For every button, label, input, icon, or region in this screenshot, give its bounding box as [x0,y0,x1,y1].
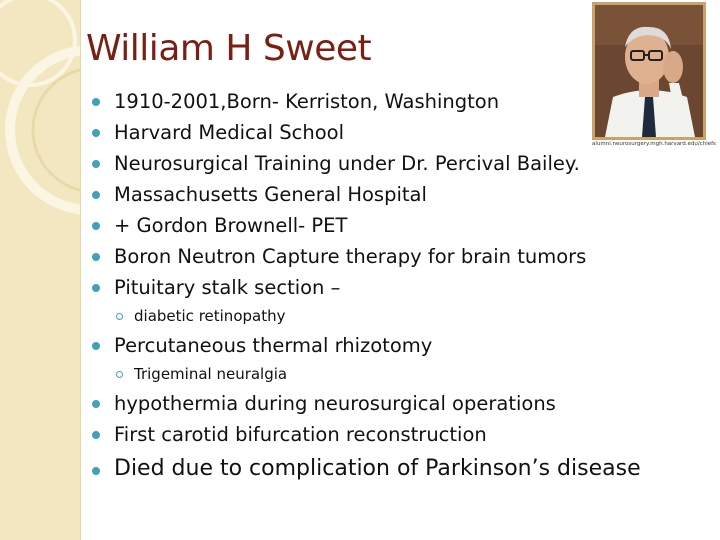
bullet-dot-icon [92,191,100,199]
sub-bullet-item [92,303,692,330]
bullet-dot-icon [92,400,100,408]
bullet-item [92,210,692,241]
bullet-item [92,241,692,272]
bullet-dot-icon [92,160,100,168]
bullet-dot-icon [92,129,100,137]
slide-title: William H Sweet [86,28,372,69]
bullet-list [92,86,692,483]
bullet-item [92,148,692,179]
bullet-text: Percutaneous thermal rhizotomy [114,334,433,357]
bullet-dot-icon [92,284,100,292]
bullet-text: Died due to complication of Parkinson’s disease [114,456,641,481]
bullet-text: First carotid bifurcation reconstruction [114,423,487,446]
bullet-item [92,454,654,483]
decorative-left-strip [0,0,81,540]
bullet-item [92,388,692,419]
photo-credit: alumni.neurosurgery.mgh.harvard.edu/chiefs [592,141,716,147]
bullet-item [92,86,692,117]
bullet-text: Massachusetts General Hospital [114,183,427,206]
sub-bullet-text: Trigeminal neuralgia [134,365,288,383]
bullet-item [92,117,692,148]
decorative-rings [0,0,80,540]
bullet-text: Boron Neutron Capture therapy for brain tumors [114,245,587,268]
bullet-item [92,419,692,450]
bullet-dot-icon [92,431,100,439]
bullet-text: Harvard Medical School [114,121,345,144]
bullet-text: hypothermia during neurosurgical operations [114,392,556,415]
sub-bullet-text: diabetic retinopathy [134,307,286,325]
bullet-dot-icon [92,222,100,230]
sub-bullet-ring-icon [116,313,123,320]
bullet-dot-icon [92,342,100,350]
bullet-text: 1910-2001,Born- Kerriston, Washington [114,90,500,113]
bullet-dot-icon [92,467,100,475]
bullet-dot-icon [92,253,100,261]
bullet-item [92,330,692,361]
bullet-dot-icon [92,98,100,106]
bullet-item [92,272,692,303]
bullet-text: Pituitary stalk section – [114,276,341,299]
bullet-text: + Gordon Brownell- PET [114,214,348,237]
sub-bullet-item [92,361,692,388]
bullet-item [92,179,692,210]
bullet-text: Neurosurgical Training under Dr. Percival Bailey. [114,152,580,175]
sub-bullet-ring-icon [116,371,123,378]
